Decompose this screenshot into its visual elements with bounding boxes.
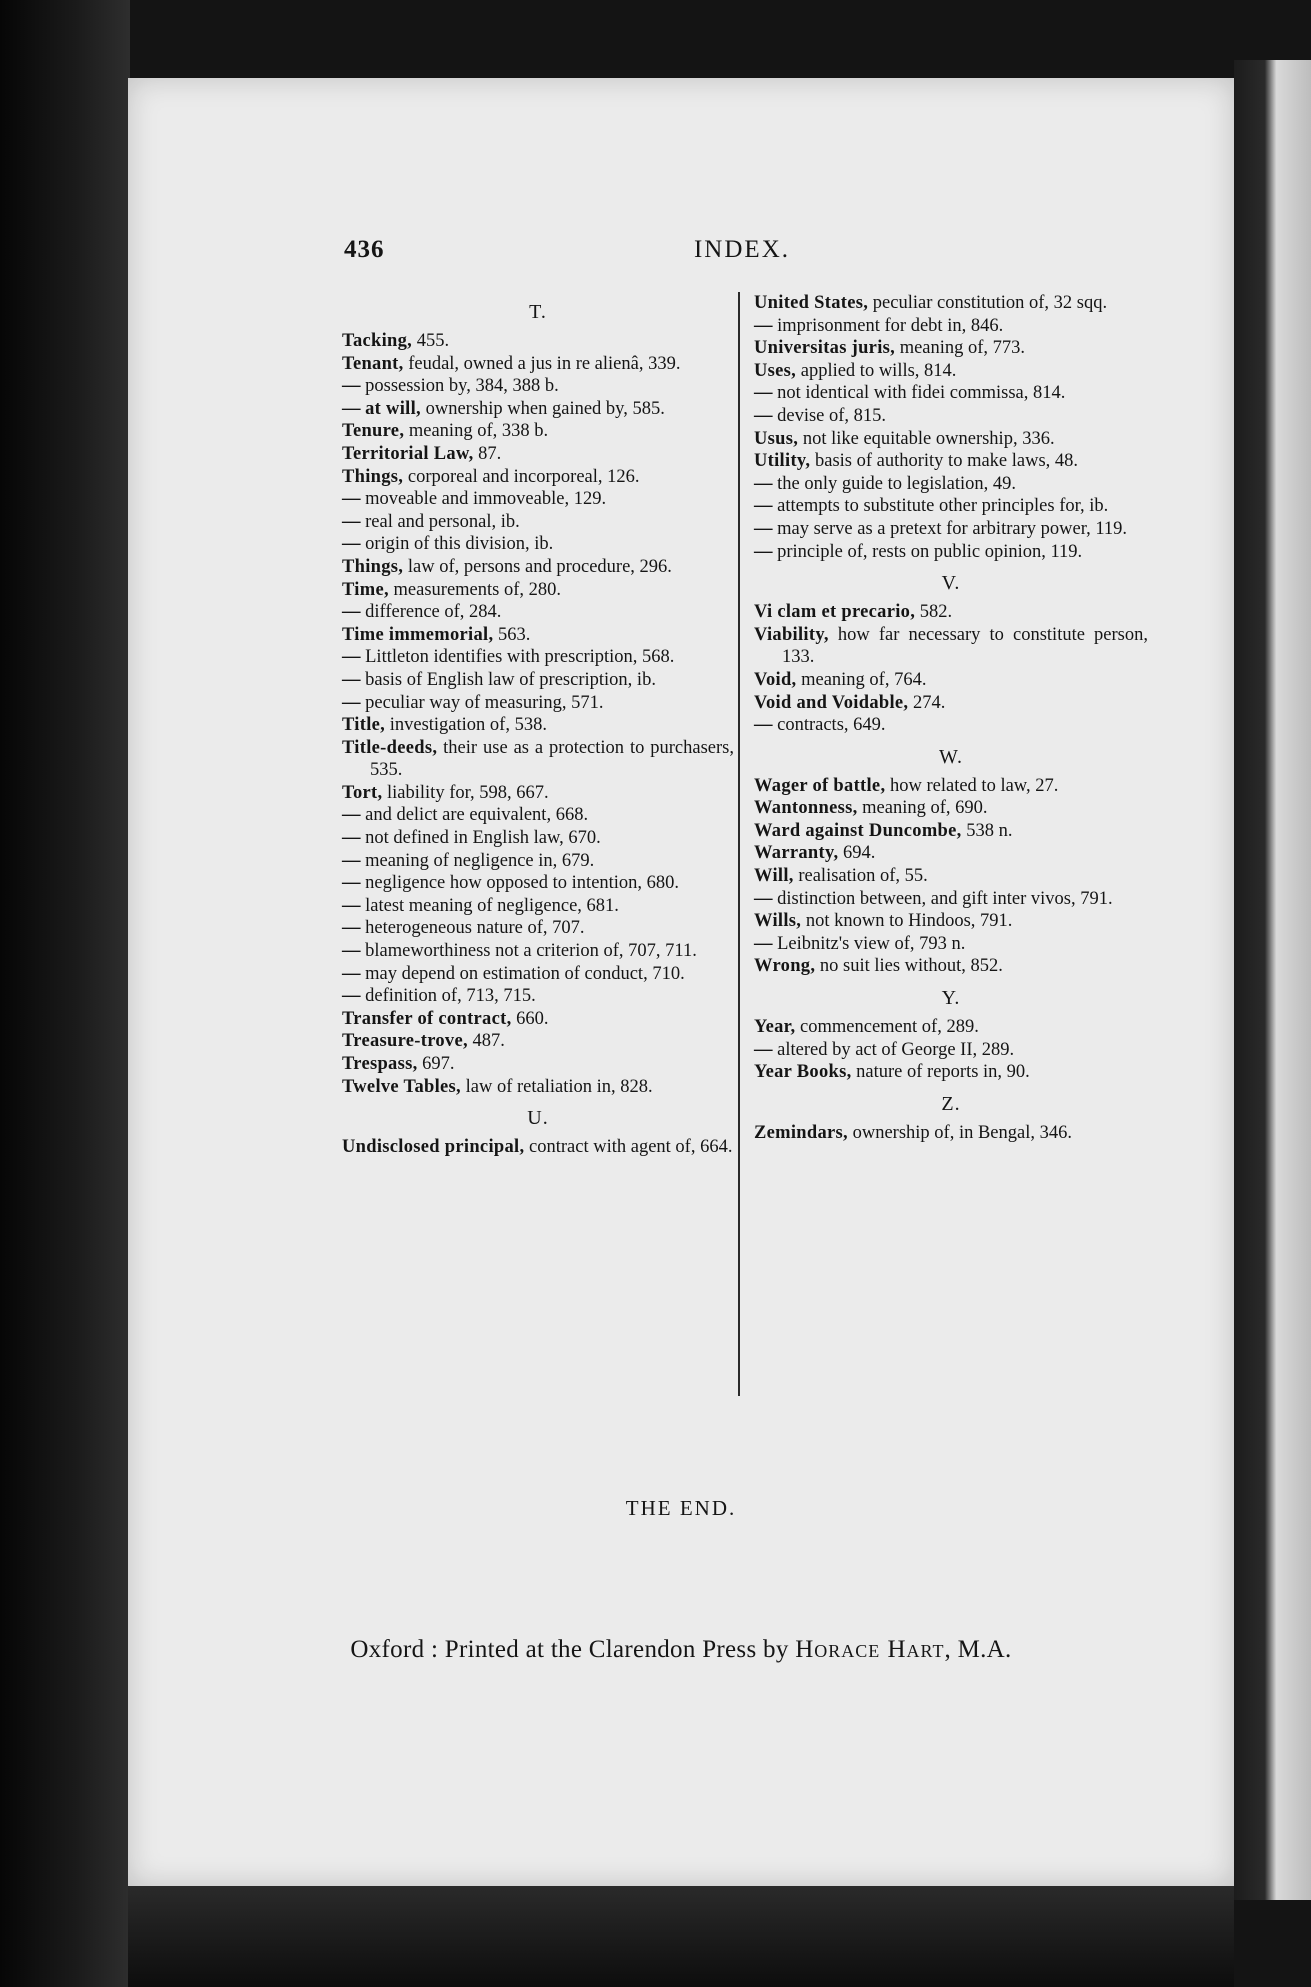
index-subentry — [754, 933, 1148, 956]
subentry-dash: — — [754, 1039, 773, 1060]
entry-text: their use as a protection to purchasers, 535. — [370, 737, 734, 781]
entry-text: not known to Hindoos, 791. — [801, 911, 1013, 932]
index-column-left — [342, 292, 734, 1159]
entry-text: Littleton identifies with prescription, 568. — [360, 647, 675, 668]
entry-heading: Time immemorial, — [342, 624, 494, 645]
index-entry — [754, 842, 1148, 865]
index-entry — [754, 1016, 1148, 1039]
entry-heading: Wager of battle, — [754, 775, 886, 796]
index-subentry — [342, 985, 734, 1008]
index-entry — [342, 330, 734, 353]
subentry-dash: — — [754, 518, 773, 539]
entry-text: possession by, 384, 388 b. — [360, 376, 559, 397]
entry-heading: Universitas juris, — [754, 338, 896, 359]
entry-text: distinction between, and gift inter vivos, 791. — [772, 888, 1113, 909]
entry-text: commencement of, 289. — [795, 1017, 979, 1038]
entry-text: the only guide to legislation, 49. — [772, 473, 1017, 494]
entry-text: measurements of, 280. — [388, 579, 562, 600]
index-subentry — [754, 382, 1148, 405]
entry-text: moveable and immoveable, 129. — [360, 489, 607, 510]
subentry-dash: — — [754, 933, 773, 954]
index-subentry — [754, 518, 1148, 541]
entry-heading: Utility, — [754, 451, 811, 472]
entry-heading: Things, — [342, 556, 404, 577]
subentry-dash: — — [342, 669, 361, 690]
entry-text: origin of this division, ib. — [360, 534, 554, 555]
entry-text: no suit lies without, 852. — [815, 956, 1003, 977]
index-subentry — [754, 405, 1148, 428]
index-subentry — [342, 827, 734, 850]
subentry-dash: — — [342, 941, 361, 962]
entry-text: 582. — [915, 602, 953, 623]
index-entry — [754, 428, 1148, 451]
index-entry — [342, 1030, 734, 1053]
section-letter: U. — [527, 1107, 549, 1130]
section-letter: T. — [529, 301, 547, 323]
entry-text: meaning of negligence in, 679. — [360, 850, 595, 871]
index-entry — [342, 1076, 734, 1099]
subentry-dash: — — [342, 398, 361, 419]
entry-text: how related to law, 27. — [885, 775, 1059, 796]
entry-text: 487. — [467, 1031, 505, 1052]
index-entry — [342, 420, 734, 443]
entry-text: negligence how opposed to intention, 680. — [360, 873, 680, 894]
index-entry — [342, 737, 734, 782]
entry-text: devise of, 815. — [772, 405, 887, 426]
entry-text: 538 n. — [961, 820, 1013, 841]
entry-text: not like equitable ownership, 336. — [798, 428, 1055, 449]
entry-heading: United States, — [754, 293, 869, 313]
page-header — [344, 236, 1140, 276]
entry-heading: Will, — [754, 866, 794, 887]
subentry-dash: — — [342, 986, 361, 1007]
index-entry — [754, 865, 1148, 888]
index-entry — [754, 692, 1148, 715]
index-subentry — [342, 375, 734, 398]
subentry-dash: — — [342, 873, 361, 894]
entry-heading: Wrong, — [754, 956, 816, 977]
entry-text: investigation of, 538. — [385, 715, 547, 736]
index-entry — [754, 360, 1148, 383]
entry-text: Leibnitz's view of, 793 n. — [772, 933, 966, 954]
entry-text: real and personal, ib. — [360, 511, 520, 532]
index-subentry — [754, 315, 1148, 338]
entry-text: feudal, owned a jus in re alienâ, 339. — [403, 353, 681, 374]
index-subentry — [342, 804, 734, 827]
entry-text: and delict are equivalent, 668. — [360, 805, 589, 826]
subentry-dash: — — [754, 473, 773, 494]
entry-text: altered by act of George II, 289. — [772, 1039, 1015, 1060]
index-subentry — [342, 917, 734, 940]
index-entry — [754, 669, 1148, 692]
index-subentry — [342, 692, 734, 715]
entry-text: 563. — [493, 624, 531, 645]
index-subentry — [342, 511, 734, 534]
entry-text: applied to wills, 814. — [796, 360, 957, 381]
subentry-dash: — — [754, 888, 773, 909]
subentry-dash: — — [342, 489, 361, 510]
index-entry — [342, 1008, 734, 1031]
section-letter: Z. — [941, 1092, 961, 1115]
entry-text: ownership when gained by, 585. — [420, 398, 665, 419]
index-entry — [754, 337, 1148, 360]
printer-imprint — [128, 1636, 1234, 1664]
entry-text: definition of, 713, 715. — [360, 986, 536, 1007]
index-entry — [754, 601, 1148, 624]
subentry-dash: — — [754, 541, 773, 562]
entry-text: meaning of, 338 b. — [404, 421, 549, 442]
subentry-dash: — — [342, 828, 361, 849]
entry-text: difference of, 284. — [360, 602, 502, 623]
entry-text: law of retaliation in, 828. — [461, 1076, 653, 1097]
entry-heading: Undisclosed principal, — [342, 1137, 525, 1158]
index-subentry — [754, 1039, 1148, 1062]
subentry-dash: — — [754, 315, 773, 336]
entry-text: attempts to substitute other principles for, ib. — [772, 496, 1109, 517]
entry-heading: Trespass, — [342, 1054, 418, 1074]
index-subentry — [754, 495, 1148, 518]
entry-text: contract with agent of, 664. — [524, 1137, 733, 1158]
column-divider — [738, 292, 740, 1396]
the-end: THE END. — [625, 1496, 737, 1520]
entry-text: not identical with fidei commissa, 814. — [772, 383, 1066, 404]
index-entry — [342, 443, 734, 466]
entry-heading: Vi clam et precario, — [754, 602, 916, 623]
index-entry — [754, 910, 1148, 933]
index-entry — [342, 714, 734, 737]
entry-heading: Warranty, — [754, 843, 839, 864]
index-entry — [754, 1122, 1148, 1145]
section-letter: Y. — [941, 987, 961, 1010]
entry-heading: Twelve Tables, — [342, 1076, 461, 1097]
index-entry — [754, 955, 1148, 978]
entry-text: meaning of, 690. — [857, 798, 988, 819]
entry-heading: at will, — [365, 398, 421, 419]
index-entry — [754, 1061, 1148, 1084]
subentry-dash: — — [342, 376, 361, 397]
entry-text: latest meaning of negligence, 681. — [360, 895, 619, 916]
entry-text: 694. — [838, 843, 876, 864]
entry-heading: Things, — [342, 466, 404, 487]
subentry-dash: — — [754, 715, 773, 736]
entry-text: nature of reports in, 90. — [851, 1062, 1030, 1083]
entry-text: ownership of, in Bengal, 346. — [847, 1122, 1072, 1143]
entry-text: may serve as a pretext for arbitrary power, 119. — [772, 518, 1128, 539]
entry-text: 274. — [908, 692, 946, 713]
subentry-dash: — — [342, 602, 361, 623]
entry-heading: Uses, — [754, 360, 797, 381]
entry-text: basis of authority to make laws, 48. — [810, 451, 1079, 472]
entry-heading: Tenant, — [342, 353, 404, 374]
entry-text: corporeal and incorporeal, 126. — [403, 466, 640, 487]
subentry-dash: — — [342, 805, 361, 826]
entry-text: how far necessary to constitute person, 133. — [782, 624, 1148, 668]
index-subentry — [342, 398, 734, 421]
entry-heading: Territorial Law, — [342, 443, 474, 464]
index-subentry — [342, 895, 734, 918]
index-subentry — [754, 888, 1148, 911]
entry-heading: Usus, — [754, 428, 799, 449]
entry-heading: Tacking, — [342, 331, 413, 351]
entry-heading: Ward against Duncombe, — [754, 820, 962, 841]
entry-text: basis of English law of prescription, ib. — [360, 669, 656, 690]
index-entry — [754, 450, 1148, 473]
subentry-dash: — — [342, 692, 361, 713]
entry-heading: Title, — [342, 715, 386, 736]
imprint-prefix: Oxford : Printed at the Clarendon Press by — [350, 1636, 796, 1663]
entry-text: 455. — [412, 331, 450, 351]
entry-heading: Treasure-trove, — [342, 1031, 468, 1052]
entry-heading: Transfer of contract, — [342, 1008, 512, 1029]
index-column-right — [754, 292, 1148, 1144]
entry-heading: Void, — [754, 669, 797, 690]
entry-text: blameworthiness not a criterion of, 707, 711. — [360, 941, 697, 962]
entry-text: heterogeneous nature of, 707. — [360, 918, 585, 939]
index-entry — [342, 353, 734, 376]
index-entry — [754, 797, 1148, 820]
index-entry — [342, 1053, 734, 1076]
entry-text: meaning of, 764. — [796, 669, 927, 690]
index-entry — [342, 556, 734, 579]
entry-text: 660. — [511, 1008, 549, 1029]
index-subentry — [754, 473, 1148, 496]
index-entry — [342, 579, 734, 602]
index-entry — [754, 624, 1148, 669]
entry-text: 87. — [473, 443, 502, 464]
index-subentry — [342, 488, 734, 511]
index-subentry — [342, 669, 734, 692]
entry-text: not defined in English law, 670. — [360, 828, 601, 849]
entry-text: may depend on estimation of conduct, 710. — [360, 963, 685, 984]
index-entry — [342, 624, 734, 647]
entry-heading: Void and Voidable, — [754, 692, 909, 713]
index-subentry — [342, 940, 734, 963]
section-letter: V. — [941, 572, 961, 595]
subentry-dash: — — [342, 918, 361, 939]
entry-heading: Year Books, — [754, 1062, 852, 1083]
imprint-printer-name: Horace Hart — [795, 1636, 945, 1663]
index-entry — [754, 820, 1148, 843]
entry-heading: Time, — [342, 579, 389, 600]
subentry-dash: — — [342, 895, 361, 916]
page-number: 436 — [344, 236, 385, 263]
scan-dark-edge-left — [0, 0, 130, 1987]
index-subentry — [342, 533, 734, 556]
entry-text: meaning of, 773. — [895, 338, 1026, 359]
subentry-dash: — — [342, 850, 361, 871]
subentry-dash: — — [754, 496, 773, 517]
index-subentry — [342, 872, 734, 895]
index-subentry — [342, 963, 734, 986]
entry-text: peculiar way of measuring, 571. — [360, 692, 604, 713]
index-entry — [754, 775, 1148, 798]
entry-heading: Zemindars, — [754, 1122, 848, 1143]
subentry-dash: — — [342, 511, 361, 532]
index-subentry — [754, 714, 1148, 737]
entry-text: peculiar constitution of, 32 sqq. — [868, 293, 1108, 313]
index-subentry — [754, 541, 1148, 564]
entry-heading: Wills, — [754, 911, 802, 932]
entry-text: principle of, rests on public opinion, 119. — [772, 541, 1083, 562]
scan-book-edge-right — [1234, 60, 1311, 1900]
imprint-suffix: , M.A. — [944, 1636, 1012, 1663]
entry-heading: Tort, — [342, 782, 383, 803]
entry-heading: Year, — [754, 1017, 796, 1038]
section-letter: W. — [938, 745, 964, 768]
entry-text: 697. — [417, 1054, 455, 1074]
running-head: INDEX. — [693, 236, 790, 263]
scan-dark-edge-bottom — [128, 1886, 1234, 1987]
subentry-dash: — — [754, 383, 773, 404]
subentry-dash: — — [342, 647, 361, 668]
entry-text: liability for, 598, 667. — [382, 782, 549, 803]
subentry-dash: — — [342, 534, 361, 555]
entry-heading: Tenure, — [342, 421, 405, 442]
entry-text: imprisonment for debt in, 846. — [772, 315, 1004, 336]
entry-heading: Viability, — [754, 624, 829, 645]
index-entry — [342, 466, 734, 489]
subentry-dash: — — [754, 405, 773, 426]
subentry-dash: — — [342, 963, 361, 984]
entry-text: contracts, 649. — [772, 715, 886, 736]
entry-heading: Wantonness, — [754, 798, 858, 819]
index-subentry — [342, 646, 734, 669]
index-entry — [754, 292, 1148, 315]
entry-text: law of, persons and procedure, 296. — [403, 556, 672, 577]
index-entry — [342, 1136, 734, 1159]
index-entry — [342, 782, 734, 805]
entry-heading: Title-deeds, — [342, 737, 438, 758]
entry-text: realisation of, 55. — [793, 866, 928, 887]
index-subentry — [342, 601, 734, 624]
index-subentry — [342, 850, 734, 873]
